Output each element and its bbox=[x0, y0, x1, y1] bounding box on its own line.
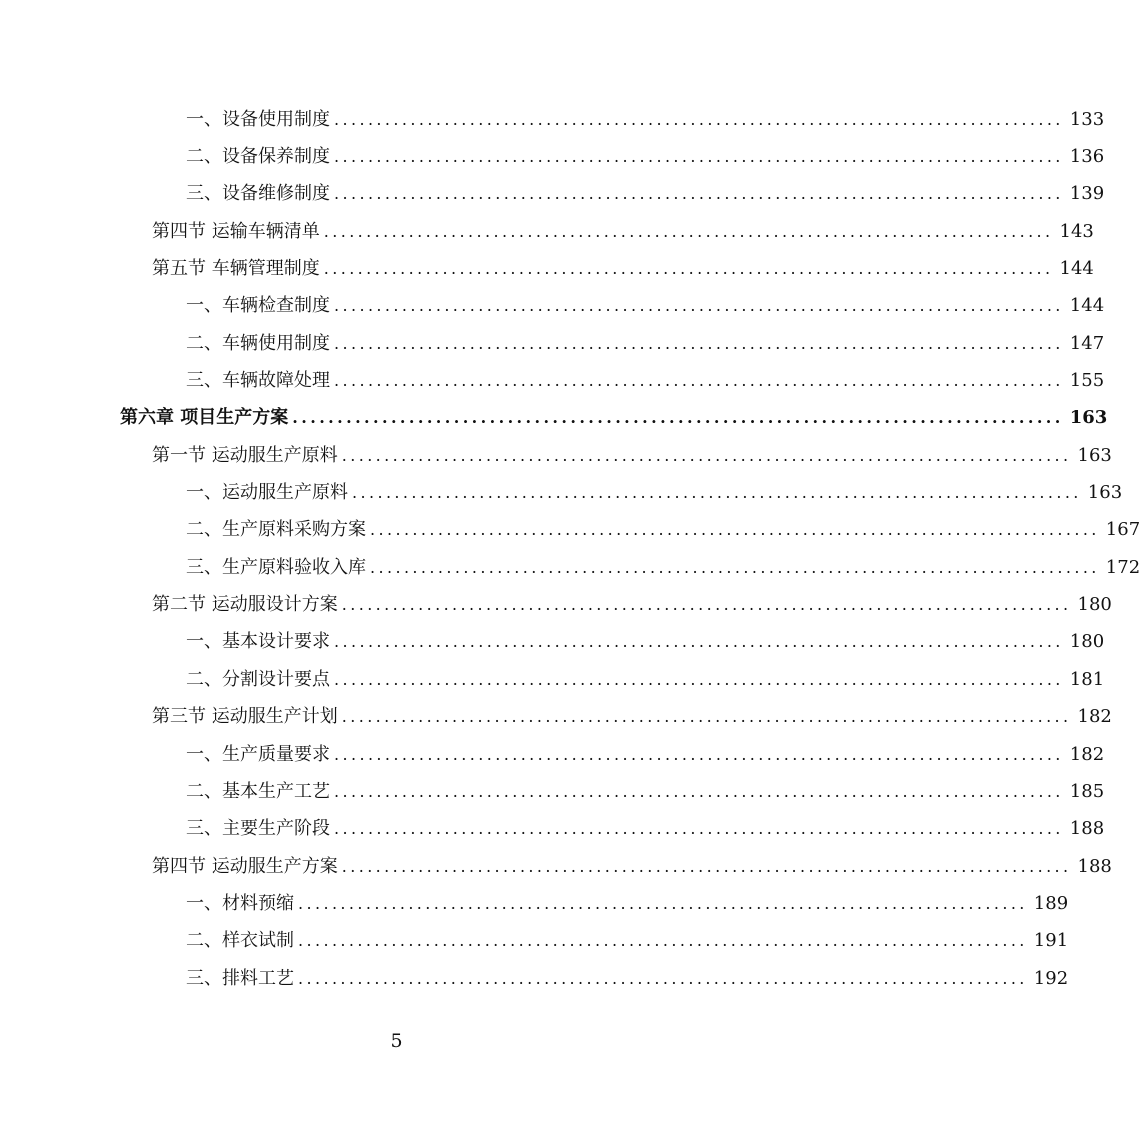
toc-entry-title: 三、生产原料验收入库 bbox=[186, 556, 366, 578]
toc-dot-leader: ...................................................................................... bbox=[334, 669, 1064, 689]
toc-entry-title: 三、排料工艺 bbox=[186, 967, 294, 989]
toc-entry-title: 三、设备维修制度 bbox=[186, 183, 330, 205]
toc-dot-leader: ...................................................................................... bbox=[334, 296, 1064, 316]
toc-dot-leader: ...................................................................................... bbox=[334, 744, 1064, 764]
toc-dot-leader: ...................................................................................... bbox=[334, 333, 1064, 353]
toc-entry-page: 180 bbox=[1077, 594, 1112, 616]
toc-subsection-entry[interactable] bbox=[0, 362, 1105, 399]
toc-entry-page: 192 bbox=[1033, 967, 1069, 989]
toc-entry-page: 139 bbox=[1069, 183, 1105, 205]
toc-entry-page: 180 bbox=[1069, 631, 1105, 653]
toc-entry-title: 第二节 运动服设计方案 bbox=[152, 594, 338, 616]
toc-dot-leader: ...................................................................................... bbox=[334, 371, 1064, 391]
toc-entry-title: 第四节 运动服生产方案 bbox=[152, 855, 338, 877]
toc-dot-leader: ...................................................................................... bbox=[298, 931, 1028, 951]
toc-dot-leader: ...................................................................................... bbox=[334, 781, 1064, 801]
toc-section-entry[interactable] bbox=[0, 848, 1112, 885]
toc-entry-page: 188 bbox=[1077, 855, 1112, 877]
toc-entry-page: 191 bbox=[1033, 930, 1069, 952]
toc-entry-page: 163 bbox=[1077, 444, 1112, 466]
toc-dot-leader: ...................................................................................... bbox=[292, 408, 1064, 428]
toc-entry-title: 二、分割设计要点 bbox=[186, 668, 330, 690]
toc-dot-leader: ...................................................................................... bbox=[323, 221, 1054, 241]
toc-entry-title: 第六章 项目生产方案 bbox=[120, 407, 289, 429]
toc-subsection-entry[interactable] bbox=[0, 474, 1123, 511]
toc-entry-title: 一、生产质量要求 bbox=[186, 743, 330, 765]
toc-subsection-entry[interactable] bbox=[0, 512, 1140, 549]
toc-subsection-entry[interactable] bbox=[0, 773, 1105, 810]
toc-subsection-entry[interactable] bbox=[0, 923, 1069, 960]
toc-dot-leader: ...................................................................................... bbox=[334, 632, 1064, 652]
toc-entry-title: 一、基本设计要求 bbox=[186, 631, 330, 653]
toc-section-entry[interactable] bbox=[0, 586, 1112, 623]
toc-entry-title: 一、运动服生产原料 bbox=[186, 482, 348, 504]
toc-section-entry[interactable] bbox=[0, 213, 1094, 250]
toc-subsection-entry[interactable] bbox=[0, 288, 1105, 325]
toc-entry-title: 第三节 运动服生产计划 bbox=[152, 706, 338, 728]
toc-subsection-entry[interactable] bbox=[0, 101, 1105, 138]
toc-entry-page: 189 bbox=[1033, 892, 1069, 914]
toc-entry-page: 188 bbox=[1069, 818, 1105, 840]
toc-entry-page: 136 bbox=[1069, 146, 1105, 168]
toc-section-entry[interactable] bbox=[0, 250, 1094, 287]
toc-dot-leader: ...................................................................................... bbox=[298, 968, 1028, 988]
toc-subsection-entry[interactable] bbox=[0, 138, 1105, 175]
toc-entry-page: 182 bbox=[1077, 706, 1112, 728]
toc-dot-leader: ...................................................................................... bbox=[334, 147, 1064, 167]
toc-entry-page: 172 bbox=[1105, 556, 1140, 578]
toc-chapter-entry[interactable] bbox=[0, 400, 1108, 437]
toc-entry-page: 181 bbox=[1069, 668, 1105, 690]
toc-entry-page: 182 bbox=[1069, 743, 1105, 765]
toc-dot-leader: ...................................................................................... bbox=[341, 595, 1072, 615]
toc-entry-page: 185 bbox=[1069, 780, 1105, 802]
toc-entry-page: 144 bbox=[1069, 295, 1105, 317]
toc-dot-leader: ...................................................................................... bbox=[352, 483, 1082, 503]
toc-entry-page: 133 bbox=[1069, 108, 1105, 130]
toc-dot-leader: ...................................................................................... bbox=[298, 893, 1028, 913]
toc-dot-leader: ...................................................................................... bbox=[323, 259, 1054, 279]
toc-dot-leader: ...................................................................................... bbox=[341, 856, 1072, 876]
toc-subsection-entry[interactable] bbox=[0, 811, 1105, 848]
toc-dot-leader: ...................................................................................... bbox=[370, 520, 1100, 540]
toc-dot-leader: ...................................................................................... bbox=[334, 109, 1064, 129]
toc-entry-title: 第五节 车辆管理制度 bbox=[152, 258, 320, 280]
toc-subsection-entry[interactable] bbox=[0, 624, 1105, 661]
toc-dot-leader: ...................................................................................... bbox=[334, 184, 1064, 204]
toc-entry-page: 155 bbox=[1069, 370, 1105, 392]
toc-entry-title: 二、生产原料采购方案 bbox=[186, 519, 366, 541]
toc-subsection-entry[interactable] bbox=[0, 325, 1105, 362]
toc-entry-title: 第四节 运输车辆清单 bbox=[152, 220, 320, 242]
toc-entry-title: 一、设备使用制度 bbox=[186, 108, 330, 130]
toc-entry-page: 143 bbox=[1059, 220, 1094, 242]
toc-section-entry[interactable] bbox=[0, 699, 1112, 736]
toc-entry-title: 第一节 运动服生产原料 bbox=[152, 444, 338, 466]
toc-entry-title: 三、主要生产阶段 bbox=[186, 818, 330, 840]
toc-entry-page: 167 bbox=[1105, 519, 1140, 541]
toc-subsection-entry[interactable] bbox=[0, 661, 1105, 698]
toc-entry-page: 147 bbox=[1069, 332, 1105, 354]
toc-entry-title: 二、设备保养制度 bbox=[186, 146, 330, 168]
page-number: 5 bbox=[390, 1030, 403, 1052]
toc-entry-title: 三、车辆故障处理 bbox=[186, 370, 330, 392]
toc-subsection-entry[interactable] bbox=[0, 885, 1069, 922]
toc-entry-title: 二、车辆使用制度 bbox=[186, 332, 330, 354]
toc-subsection-entry[interactable] bbox=[0, 960, 1069, 997]
toc-entry-title: 一、车辆检查制度 bbox=[186, 295, 330, 317]
toc-entry-title: 二、基本生产工艺 bbox=[186, 780, 330, 802]
toc-entry-title: 一、材料预缩 bbox=[186, 892, 294, 914]
toc-dot-leader: ...................................................................................... bbox=[341, 445, 1072, 465]
toc-subsection-entry[interactable] bbox=[0, 736, 1105, 773]
toc-entry-page: 163 bbox=[1087, 482, 1123, 504]
toc-entry-page: 144 bbox=[1059, 258, 1094, 280]
toc-dot-leader: ...................................................................................... bbox=[370, 557, 1100, 577]
table-of-contents bbox=[0, 101, 1140, 997]
toc-dot-leader: ...................................................................................... bbox=[341, 707, 1072, 727]
toc-entry-page: 163 bbox=[1069, 407, 1108, 429]
toc-entry-title: 二、样衣试制 bbox=[186, 930, 294, 952]
toc-dot-leader: ...................................................................................... bbox=[334, 819, 1064, 839]
toc-section-entry[interactable] bbox=[0, 437, 1112, 474]
toc-subsection-entry[interactable] bbox=[0, 549, 1140, 586]
toc-subsection-entry[interactable] bbox=[0, 176, 1105, 213]
